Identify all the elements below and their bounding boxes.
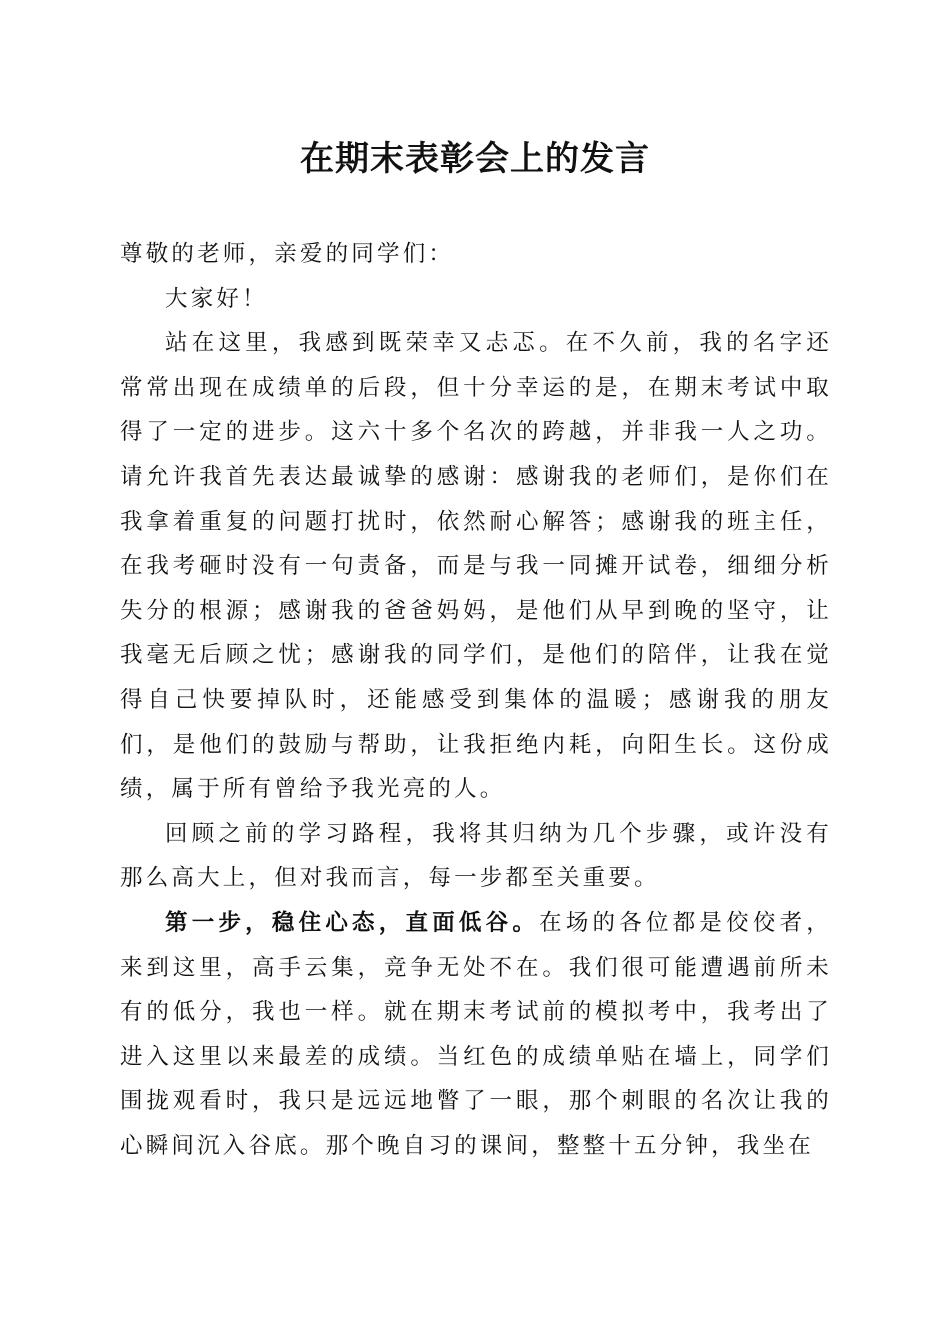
document-body: [120, 232, 832, 1168]
step-one-body: 在场的各位都是佼佼者，来到这里，高手云集，竞争无处不在。我们很可能遭遇前所未有的低分，我也一样。就在期末考试前的模拟考中，我考出了进入这里以来最差的成绩。当红色的成绩单贴在墙上，同学们围拢观看时，我只是远远地瞥了一眼，那个刺眼的名次让我的心瞬间沉入谷底。那个晚自习的课间，整整十五分钟，我坐在: [120, 909, 832, 1159]
salutation: 尊敬的老师，亲爱的同学们：: [120, 241, 455, 267]
greeting: 大家好！: [165, 285, 268, 312]
paragraph-step-one: [120, 901, 832, 1169]
paragraph-thanks: 站在这里，我感到既荣幸又忐忑。在不久前，我的名字还常常出现在成绩单的后段，但十分幸运的是，在期末考试中取得了一定的进步。这六十多个名次的跨越，并非我一人之功。请允许我首先表达最诚挚的感谢：感谢我的老师们，是你们在我拿着重复的问题打扰时，依然耐心解答；感谢我的班主任，在我考砸时没有一句责备，而是与我一同摊开试卷，细细分析失分的根源；感谢我的爸爸妈妈，是他们从早到晚的坚守，让我毫无后顾之忧；感谢我的同学们，是他们的陪伴，让我在觉得自己快要掉队时，还能感受到集体的温暖；感谢我的朋友们，是他们的鼓励与帮助，让我拒绝内耗，向阳生长。这份成绩，属于所有曾给予我光亮的人。: [120, 330, 832, 803]
paragraph-review: 回顾之前的学习路程，我将其归纳为几个步骤，或许没有那么高大上，但对我而言，每一步都至关重要。: [120, 820, 832, 892]
step-one-heading: 第一步，稳住心态，直面低谷。: [165, 909, 540, 936]
document-title: 在期末表彰会上的发言: [300, 139, 650, 179]
